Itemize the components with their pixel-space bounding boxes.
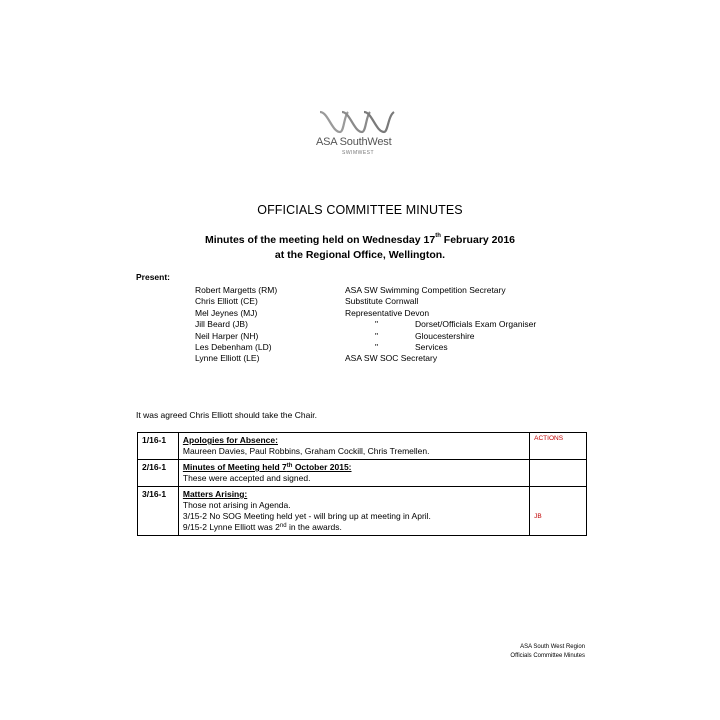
item-title-text: Minutes of Meeting held 7 <box>182 462 287 472</box>
ditto-mark: " <box>375 341 379 352</box>
item-number: 2/16-1 <box>138 460 179 487</box>
attendee-name: Mel Jeynes (MJ) <box>195 307 258 318</box>
ditto-mark: " <box>375 319 379 330</box>
item-body <box>178 487 529 536</box>
logo-org-name: ASA SouthWest <box>316 136 392 148</box>
attendee-name: Les Debenham (LD) <box>195 341 272 352</box>
item-title: Apologies for Absence: <box>182 435 278 445</box>
attendee-name: Neil Harper (NH) <box>195 330 259 341</box>
page-footer <box>510 643 585 661</box>
item-title <box>183 462 525 473</box>
line-ordinal: nd <box>279 523 287 529</box>
title-ordinal: th <box>286 463 293 469</box>
attendee-role: Gloucestershire <box>415 330 475 341</box>
wave-logo-icon <box>318 108 402 136</box>
item-line: 3/15-2 No SOG Meeting held yet - will bring up at meeting in April. <box>182 511 431 521</box>
document-title: OFFICIALS COMMITTEE MINUTES <box>257 203 463 217</box>
attendee-role: ASA SW Swimming Competition Secretary <box>345 285 506 295</box>
meeting-date-month: February 2016 <box>440 234 516 246</box>
item-line: These were accepted and signed. <box>182 473 311 483</box>
logo-subtitle: SWIMWEST <box>342 150 375 156</box>
item-line-text-end: in the awards. <box>286 522 342 532</box>
item-number: 1/16-1 <box>138 433 179 460</box>
meeting-date-line <box>0 234 720 246</box>
item-action <box>530 460 587 487</box>
attendee-role: Representative Devon <box>345 307 430 318</box>
attendee-role: Substitute Cornwall <box>345 296 419 307</box>
item-body <box>178 460 529 487</box>
attendee-role: ASA SW SOC Secretary <box>345 353 438 364</box>
attendee-role: Services <box>415 341 448 352</box>
item-body <box>178 433 529 460</box>
item-action: JB <box>530 487 587 536</box>
footer-region: ASA South West Region <box>520 644 585 650</box>
attendee-name: Lynne Elliott (LE) <box>195 353 260 364</box>
table-row <box>138 487 587 536</box>
item-line: Maureen Davies, Paul Robbins, Graham Cockill, Chris Tremellen. <box>182 446 430 456</box>
attendee-name: Jill Beard (JB) <box>195 319 248 330</box>
table-row <box>138 460 587 487</box>
item-line: Those not arising in Agenda. <box>182 500 291 510</box>
attendee-name: Chris Elliott (CE) <box>195 296 258 307</box>
date-ordinal: th <box>435 233 441 239</box>
ditto-mark: " <box>375 330 379 341</box>
meeting-location-line: at the Regional Office, Wellington. <box>274 249 446 261</box>
attendee-name: Robert Margetts (RM) <box>195 285 278 295</box>
item-title-text-end: October 2015: <box>292 462 352 472</box>
item-action: ACTIONS <box>530 433 587 460</box>
attendee-role: Dorset/Officials Exam Organiser <box>415 319 537 330</box>
present-label: Present: <box>136 272 171 282</box>
table-row <box>138 433 587 460</box>
chair-statement: It was agreed Chris Elliott should take the Chair. <box>136 410 317 420</box>
asa-southwest-logo <box>310 108 410 160</box>
item-number: 3/16-1 <box>138 487 179 536</box>
item-line-text: 9/15-2 Lynne Elliott was 2 <box>182 522 280 532</box>
item-title: Matters Arising: <box>182 489 248 499</box>
minutes-table <box>137 432 587 536</box>
item-line <box>183 522 525 533</box>
footer-document-name: Officials Committee Minutes <box>510 653 585 659</box>
meeting-date-text: Minutes of the meeting held on Wednesday 17 <box>204 234 436 246</box>
